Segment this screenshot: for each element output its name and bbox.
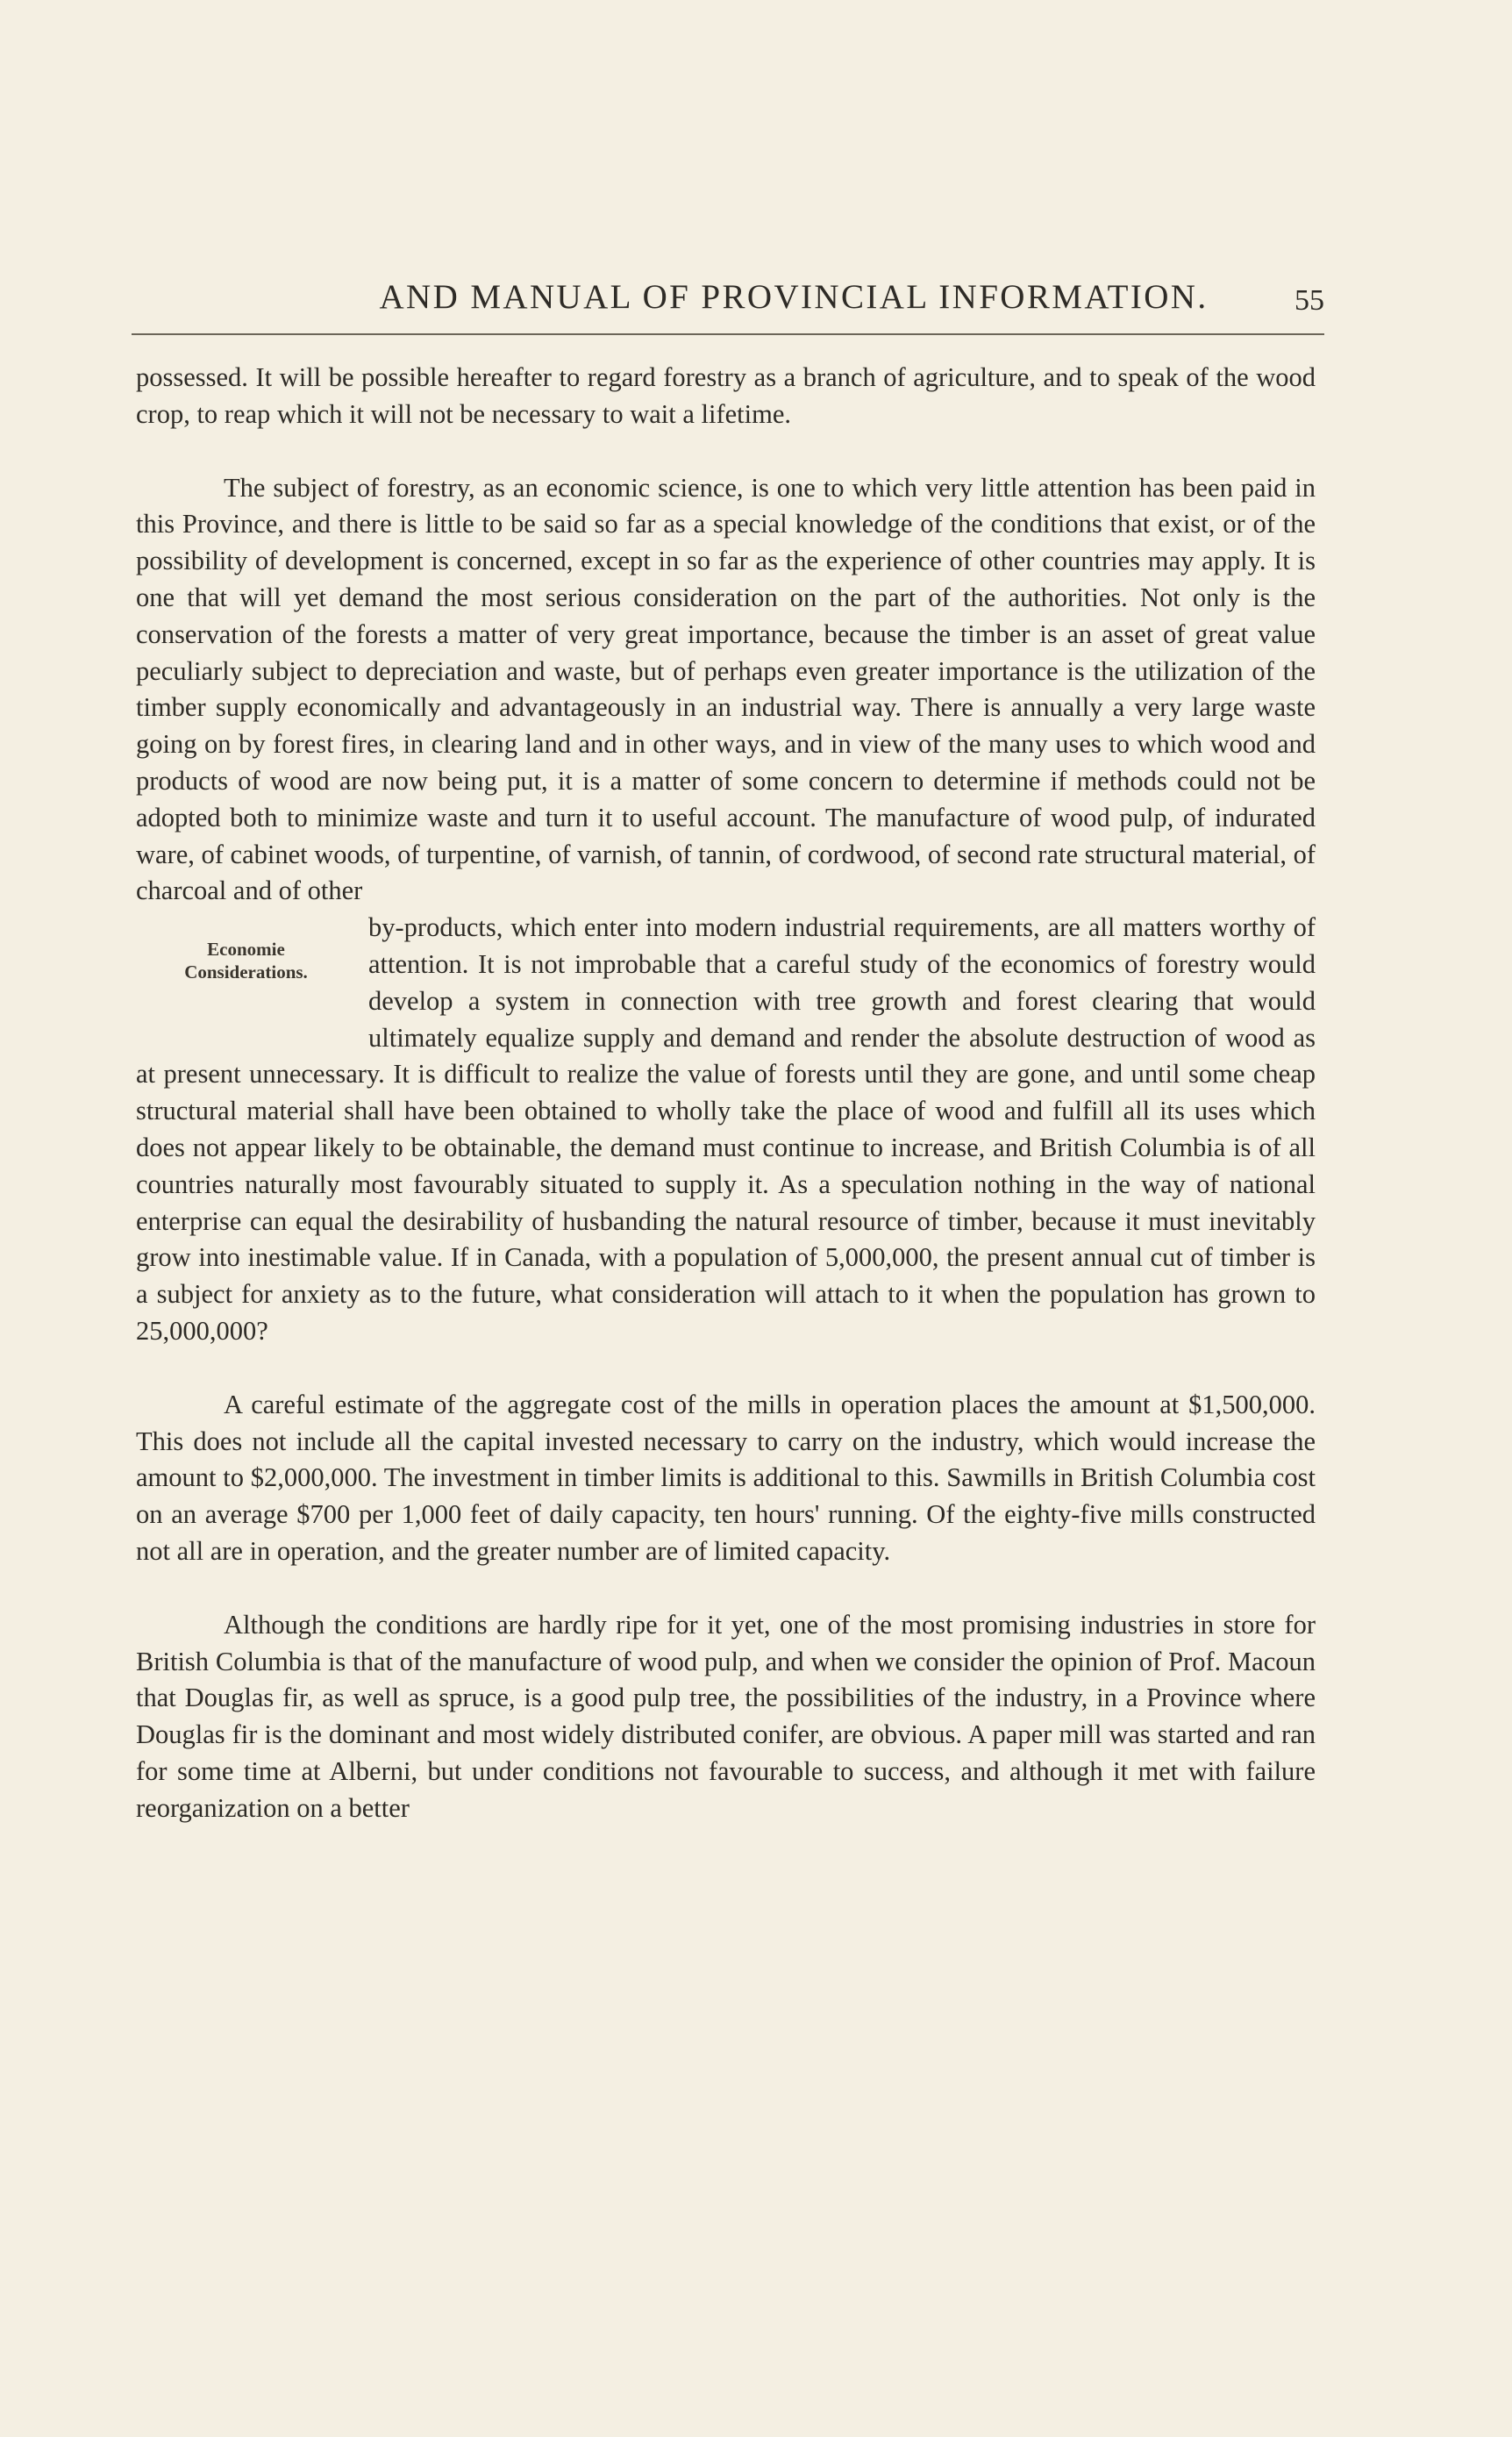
margin-note — [134, 910, 358, 1024]
header-rule — [132, 333, 1324, 335]
running-head: AND MANUAL OF PROVINCIAL INFORMATION. — [379, 278, 1209, 316]
paragraph-4: Although the conditions are hardly ripe for it yet, one of the most promising industries in store for British Columbia is that of the manufacture of wood pulp, and when we consider the opinion of Prof. Macoun that Douglas fir, as well as spruce, is a good pulp tree, the possibilities of the industry, in a Province where Douglas fir is the dominant and most widely distributed conifer, are obvious. A paper mill was started and ran for some time at Alberni, but under conditions not favourable to success, and although it met with failure reorganization on a better — [136, 1609, 1316, 1823]
paragraph-2 — [136, 470, 1316, 911]
page-header — [132, 277, 1324, 330]
page-number: 55 — [1294, 284, 1324, 317]
paragraph-1: possessed. It will be possible hereafter to regard forestry as a branch of agriculture, and to speak of the wood crop, to reap which it will not be necessary to wait a lifetime. — [136, 362, 1316, 429]
margin-note-line-1: Economie — [207, 939, 285, 961]
margin-note-line-2: Considerations. — [184, 961, 308, 983]
body-text — [136, 360, 1316, 1826]
paragraph-2-continued — [136, 910, 1316, 1350]
paragraph-2-part-1: The subject of forestry, as an economic science, is one to which very little attention has been paid in this Province, and there is little to be said so far as a special knowledge of the conditions that exist, or of the possibility of development is concerned, except in so far as the experience of other countries may apply. It is one that will yet demand the most serious consideration on the part of the authorities. Not only is the conservation of the forests a matter of very great importance, because the timber is an asset of great value peculiarly subject to depreciation and waste, but of perhaps even greater importance is the utilization of the timber supply economically and advantageously in an industrial way. There is annually a very large waste going on by forest fires, in clearing land and in other ways, and in view of the many uses to which wood and products of wood are now being put, it is a matter of some concern to determine if methods could not be adopted both to minimize waste and turn it to useful account. The manufacture of wood pulp, of indurated ware, of cabinet woods, of turpentine, of varnish, of tannin, of cordwood, of second rate structural material, of charcoal and of other — [136, 472, 1316, 906]
paragraph-2-part-2: by-products, which enter into modern industrial requirements, are all matters worthy of attention. It is not improbable that a careful study of the economics of forestry would develop a system in connection with tree growth and forest clearing that would ultimately equalize supply and demand and render the absolute destruction of wood as at present unnecessary. It is difficult to realize the value of forests until they are gone, and until some cheap structural material shall have been obtained to wholly take the place of wood and fulfill all its uses which does not appear likely to be obtainable, the demand must continue to increase, and British Columbia is of all countries naturally most favourably situated to supply it. As a speculation nothing in the way of national enterprise can equal the desirability of husbanding the natural resource of timber, because it must inevitably grow into inestimable value. If in Canada, with a population of 5,000,000, the present annual cut of timber is a subject for anxiety as to the future, what consideration will attach to it when the population has grown to 25,000,000? — [136, 912, 1316, 1346]
paragraph-3: A careful estimate of the aggregate cost of the mills in operation places the amount at $1,500,000. This does not include all the capital invested necessary to carry on the industry, which would increase the amount to $2,000,000. The investment in timber limits is additional to this. Sawmills in British Columbia cost on an average $700 per 1,000 feet of daily capacity, ten hours' running. Of the eighty-five mills constructed not all are in operation, and the greater number are of limited capacity. — [136, 1389, 1316, 1566]
